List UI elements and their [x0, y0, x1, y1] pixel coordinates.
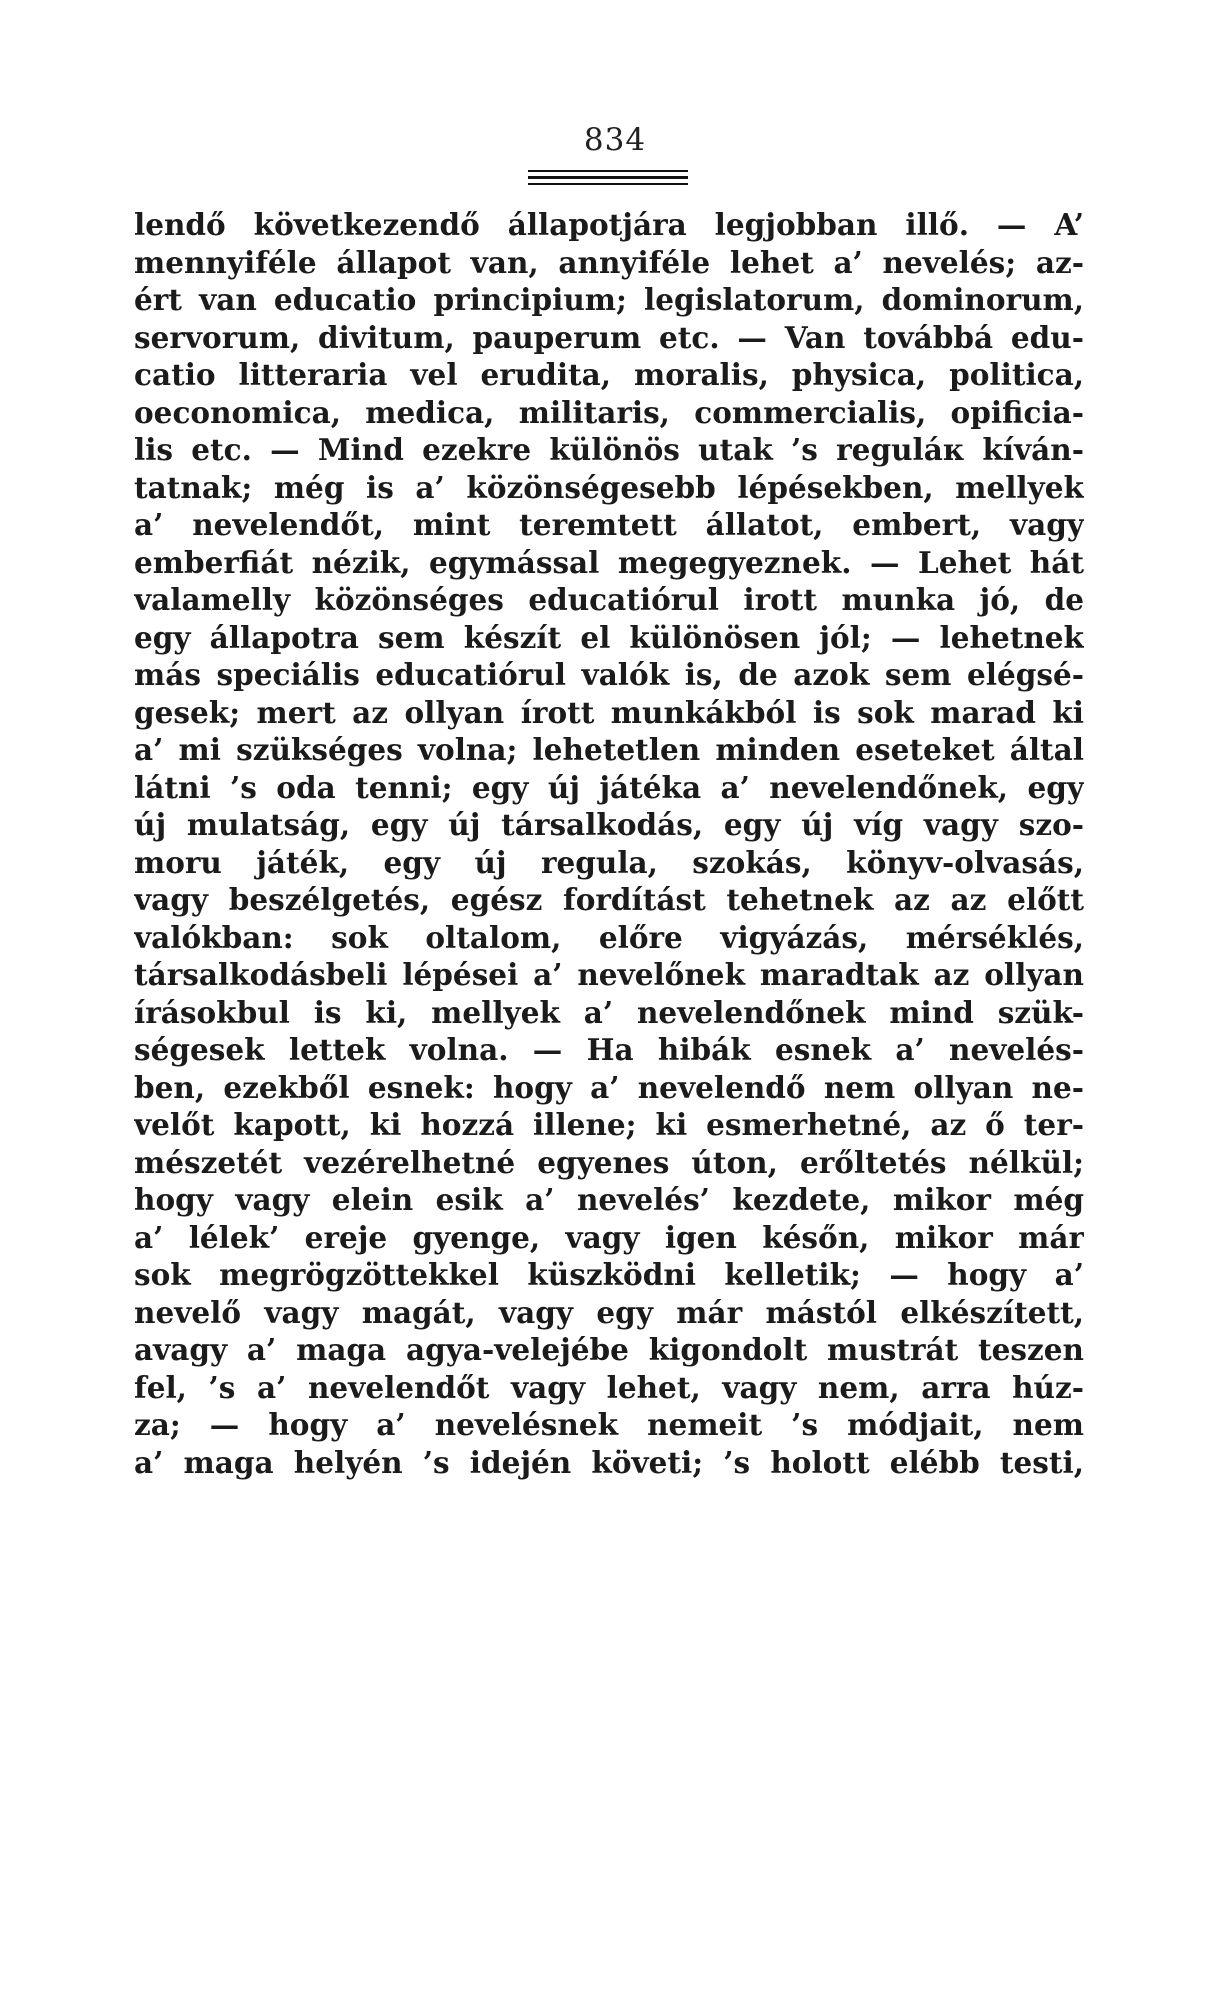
body-text — [134, 206, 1084, 1481]
header-rule-middle — [528, 176, 688, 179]
text-line: nevelő vagy magát, vagy egy már mástól elkészített, — [134, 1294, 1084, 1330]
text-line: valamelly közönséges educatiórul irott munka jó, de — [134, 582, 1084, 617]
text-line: emberfiát nézik, egymással megegyeznek. — Lehet hát — [134, 544, 1084, 580]
text-line: velőt kapott, ki hozzá illene; ki esmerhetné, az ő ter- — [134, 1107, 1084, 1142]
text-line: sok megrögzöttekkel küszködni kelletik; — hogy a’ — [134, 1257, 1084, 1292]
text-line: más speciális educatiórul valók is, de azok sem elégsé- — [134, 657, 1084, 692]
text-line: gesek; mert az ollyan írott munkákból is sok marad ki — [134, 694, 1084, 730]
text-line: a’ nevelendőt, mint teremtett állatot, embert, vagy — [134, 507, 1084, 542]
text-line: hogy vagy elein esik a’ nevelés’ kezdete, mikor még — [134, 1182, 1084, 1217]
text-line: társalkodásbeli lépései a’ nevelőnek maradtak az ollyan — [134, 957, 1084, 992]
text-line: tatnak; még is a’ közönségesebb lépésekben, mellyek — [134, 469, 1084, 505]
header-rule-top — [528, 170, 688, 172]
page-number: 834 — [583, 122, 647, 158]
text-line: mennyiféle állapot van, annyiféle lehet a’ nevelés; az- — [134, 244, 1084, 280]
text-line: a’ mi szükséges volna; lehetetlen minden eseteket által — [134, 732, 1084, 767]
text-line: mészetét vezérelhetné egyenes úton, erőltetés nélkül; — [134, 1144, 1084, 1180]
text-line: catio litteraria vel erudita, moralis, physica, politica, — [134, 357, 1084, 392]
text-line: fel, ’s a’ nevelendőt vagy lehet, vagy nem, arra húz- — [134, 1369, 1084, 1405]
text-line: avagy a’ maga agya-velejébe kigondolt mustrát teszen — [134, 1332, 1084, 1367]
text-line: ségesek lettek volna. — Ha hibák esnek a’ nevelés- — [134, 1032, 1084, 1067]
text-line: írásokbul is ki, mellyek a’ nevelendőnek mind szük- — [134, 994, 1084, 1030]
text-line: servorum, divitum, pauperum etc. — Van továbbá edu- — [134, 319, 1084, 355]
text-line: valókban: sok oltalom, előre vigyázás, mérséklés, — [134, 919, 1084, 955]
text-line: a’ maga helyén ’s idején követi; ’s holott elébb testi, — [134, 1444, 1084, 1480]
text-line: za; — hogy a’ nevelésnek nemeit ’s módjait, nem — [134, 1407, 1084, 1442]
text-line: lis etc. — Mind ezekre különös utak ’s reguláк kíván- — [134, 432, 1084, 467]
text-line: ért van educatio principium; legislatorum, dominorum, — [134, 282, 1084, 317]
text-line: látni ’s oda tenni; egy új játéka a’ nevelendőnek, egy — [134, 769, 1084, 805]
text-line: a’ lélek’ ereje gyenge, vagy igen későn, mikor már — [134, 1219, 1084, 1255]
header-rule-bottom — [528, 183, 688, 185]
text-line: ben, ezekből esnek: hogy a’ nevelendő nem ollyan ne- — [134, 1069, 1084, 1105]
text-line: egy állapotra sem készít el különösen jól; — lehetnek — [134, 619, 1084, 655]
text-line: lendő következendő állapotjára legjobban illő. — A’ — [134, 207, 1084, 242]
text-line: moru játék, egy új regula, szokás, könyv-olvasás, — [134, 844, 1084, 880]
text-line: új mulatság, egy új társalkodás, egy új víg vagy szo- — [134, 807, 1084, 842]
text-line: oeconomica, medica, militaris, commercialis, opificia- — [134, 394, 1084, 430]
text-line: vagy beszélgetés, egész fordítást tehetnek az az előtt — [134, 882, 1084, 917]
